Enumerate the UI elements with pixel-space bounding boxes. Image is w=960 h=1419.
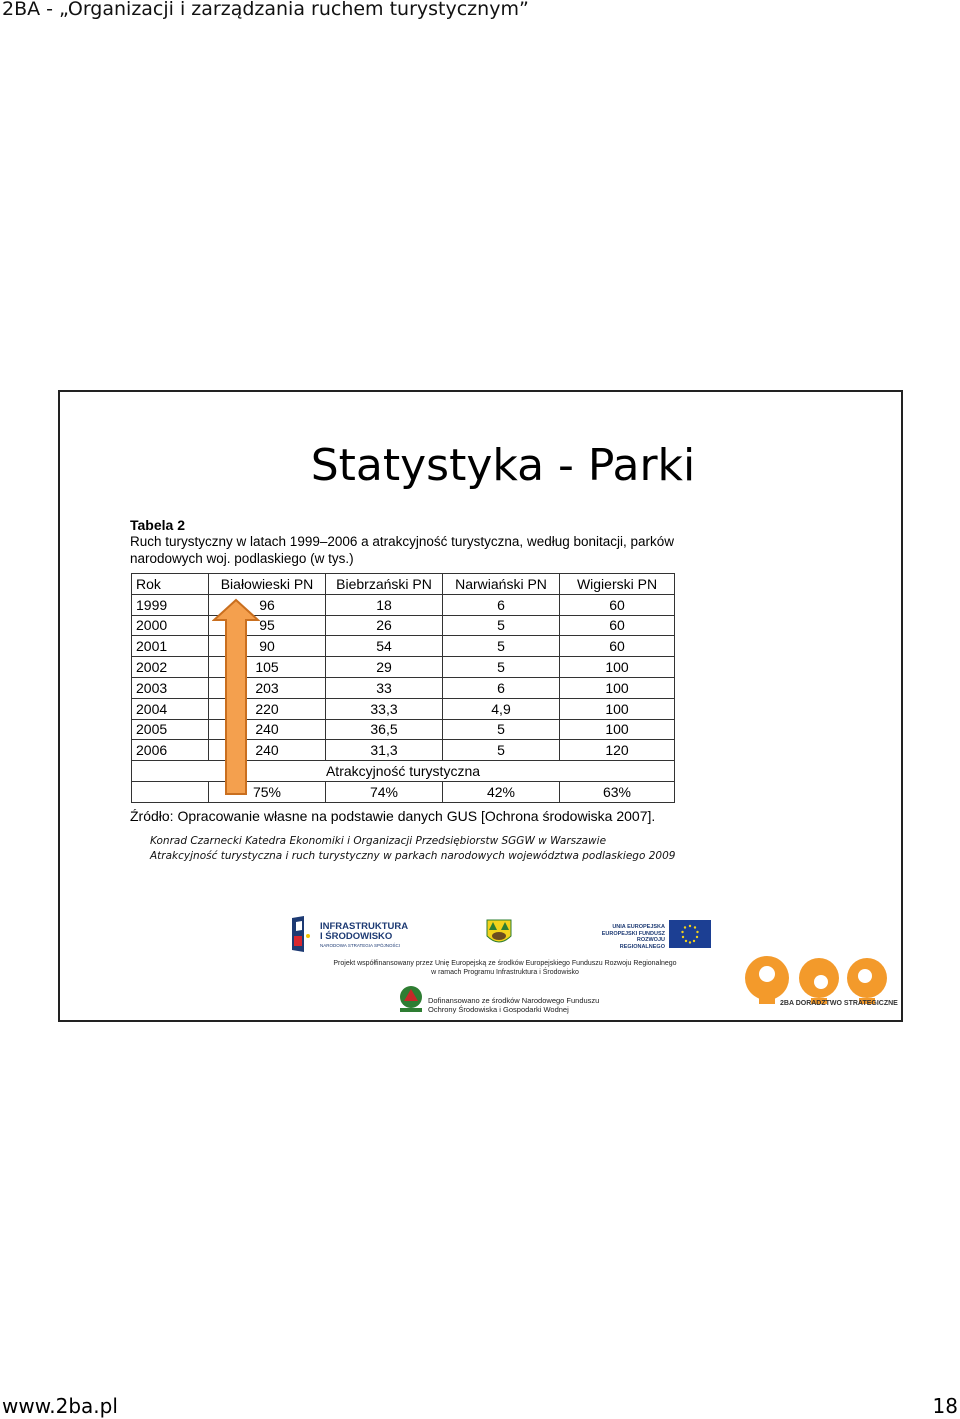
table-cell: 96: [209, 594, 326, 615]
table-cell: 240: [209, 719, 326, 740]
table-cell: 6: [443, 677, 560, 698]
column-header: Narwiański PN: [443, 574, 560, 595]
table-cell: 5: [443, 615, 560, 636]
attractiveness-value: 42%: [443, 781, 560, 802]
table-cell: 2005: [132, 719, 209, 740]
table-cell: 220: [209, 698, 326, 719]
logo-text-line: UNIA EUROPEJSKA: [612, 924, 665, 930]
eu-flag-icon: [669, 920, 711, 948]
logo-text-line: ROZWOJU REGIONALNEGO: [619, 937, 665, 950]
table-cell: 4,9: [443, 698, 560, 719]
table-cell: 2000: [132, 615, 209, 636]
2ba-brand-tagline: 2BA DORADZTWO STRATEGICZNE: [780, 1000, 898, 1007]
logo-text-line: Ochrony Środowiska i Gospodarki Wodnej: [428, 1005, 569, 1014]
table-cell: 240: [209, 740, 326, 761]
column-header: Wigierski PN: [560, 574, 675, 595]
nfosigw-text: [428, 996, 599, 1014]
table-cell: 203: [209, 677, 326, 698]
table-cell: 2002: [132, 657, 209, 678]
table-cell: 33,3: [326, 698, 443, 719]
logo-text-line: Dofinansowano ze środków Narodowego Funduszu: [428, 996, 600, 1005]
table-cell: 1999: [132, 594, 209, 615]
logo-text-line: EUROPEJSKI FUNDUSZ: [601, 930, 665, 937]
table-cell: 31,3: [326, 740, 443, 761]
table-cell: 54: [326, 636, 443, 657]
slide-title: Statystyka - Parki: [310, 440, 696, 491]
attractiveness-value: 75%: [209, 781, 326, 802]
table-cell: 2003: [132, 677, 209, 698]
table-cell: 60: [560, 615, 675, 636]
table-cell: 36,5: [326, 719, 443, 740]
table-cell: 100: [560, 657, 675, 678]
table-cell: 18: [326, 594, 443, 615]
logo-text-line: INFRASTRUKTURA: [320, 921, 409, 932]
table-cell: 100: [560, 719, 675, 740]
logo-text-line: I ŚRODOWISKO: [320, 931, 393, 942]
table-source: Źródło: Opracowanie własne na podstawie danych GUS [Ochrona środowiska 2007].: [130, 808, 656, 824]
table-cell: 105: [209, 657, 326, 678]
table-cell: 33: [326, 677, 443, 698]
credits-line: Atrakcyjność turystyczna i ruch turystyczny w parkach narodowych województwa podlaskiego 2009: [150, 850, 676, 862]
table-cell: 6: [443, 594, 560, 615]
table-cell: 90: [209, 636, 326, 657]
project-funding-text: Projekt współfinansowany przez Unię Europejską ze środków Europejskiego Funduszu Rozwoju Regionalnego w ramach Programu Infrastruktura i Środowisko: [333, 960, 677, 976]
table-cell: 5: [443, 719, 560, 740]
table-cell: 60: [560, 636, 675, 657]
column-header: Biebrzański PN: [326, 574, 443, 595]
table-cell: 60: [560, 594, 675, 615]
credits: [150, 834, 675, 864]
table-cell: 5: [443, 636, 560, 657]
table-cell: 95: [209, 615, 326, 636]
podlaskie-crest-icon: [485, 918, 513, 948]
table-cell: 26: [326, 615, 443, 636]
attractiveness-value: 74%: [326, 781, 443, 802]
table-cell: 29: [326, 657, 443, 678]
table-cell: 120: [560, 740, 675, 761]
table-description: Ruch turystyczny w latach 1999–2006 a atrakcyjność turystyczna, według bonitacji, parków narodowych woj. podlaskiego (w tys.): [130, 534, 675, 566]
column-header: Białowieski PN: [209, 574, 326, 595]
infrastruktura-logo-text: [320, 922, 408, 942]
table-cell: 2004: [132, 698, 209, 719]
attractiveness-label: Atrakcyjność turystyczna: [132, 761, 675, 782]
table-cell: 2001: [132, 636, 209, 657]
eu-logo-text: [595, 924, 665, 950]
column-header: Rok: [132, 574, 209, 595]
table-cell: 2006: [132, 740, 209, 761]
page-header-title: 2BA - „Organizacji i zarządzania ruchem turystycznym”: [2, 0, 529, 20]
slide: [58, 390, 903, 1022]
table-cell: 100: [560, 677, 675, 698]
infrastruktura-logo-subtitle: NARODOWA STRATEGIA SPÓJNOŚCI: [320, 943, 401, 948]
sponsor-logos: [60, 912, 905, 1022]
table-cell: 100: [560, 698, 675, 719]
table-caption: Tabela 2: [130, 517, 185, 533]
attractiveness-value: 63%: [560, 781, 675, 802]
nfosigw-logo-icon: [397, 985, 425, 1013]
page-number: 18: [932, 1394, 958, 1418]
table-header-row: [132, 574, 675, 595]
table-cell: [132, 781, 209, 802]
footer-url: www.2ba.pl: [2, 1394, 118, 1418]
table-cell: 5: [443, 740, 560, 761]
up-arrow-icon: [212, 598, 260, 796]
table-cell: 5: [443, 657, 560, 678]
credits-line: Konrad Czarnecki Katedra Ekonomiki i Organizacji Przedsiębiorstw SGGW w Warszawie: [150, 835, 607, 847]
